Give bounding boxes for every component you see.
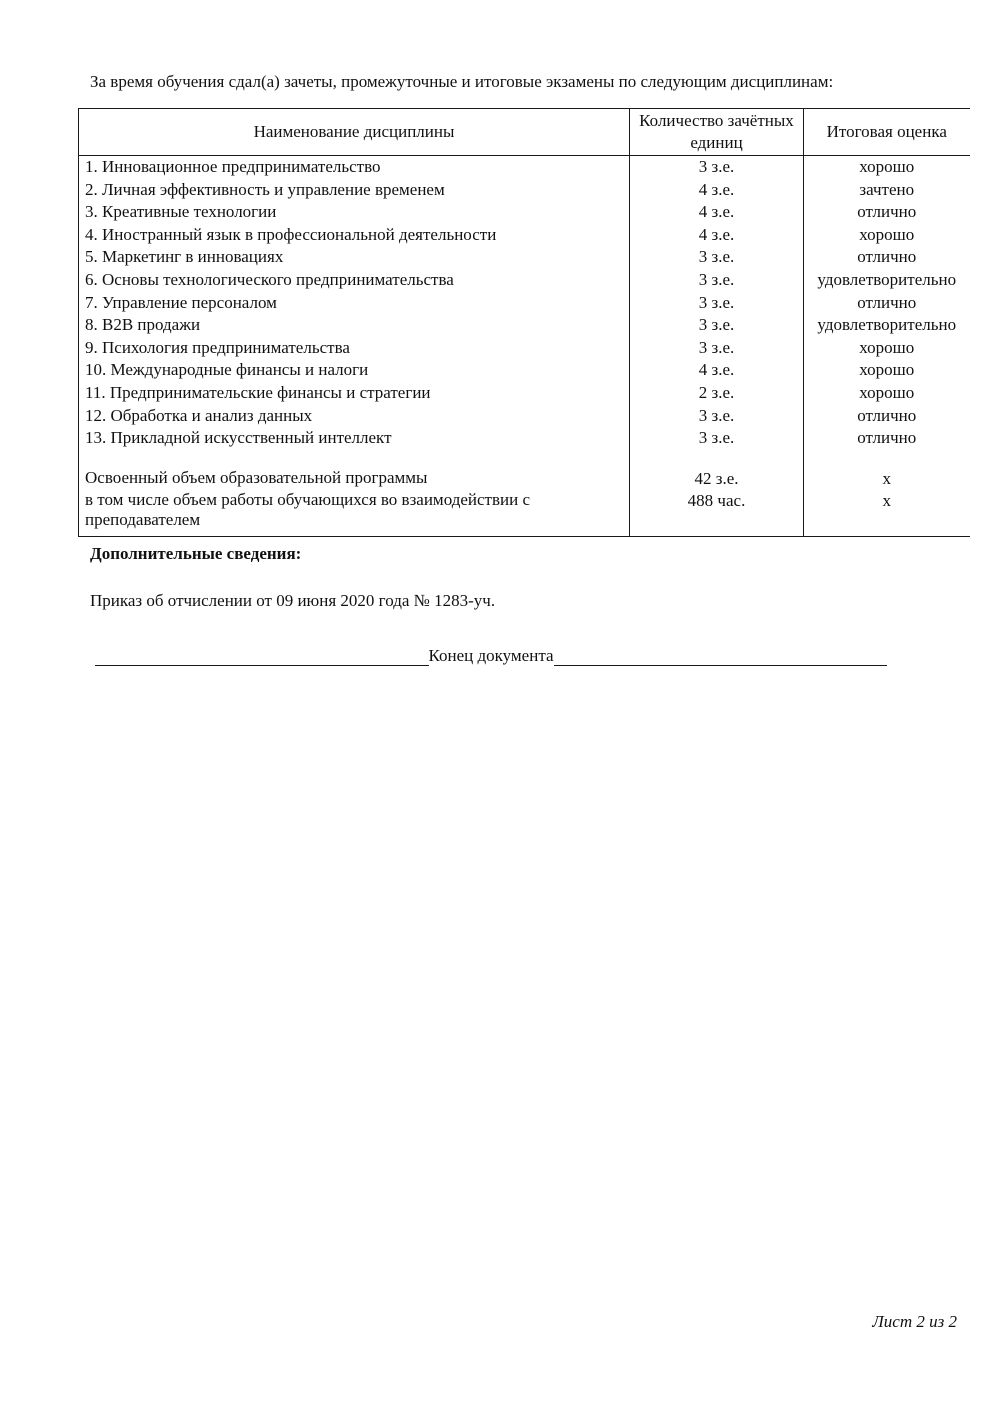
discipline-name: 3. Креативные технологии [79,201,630,224]
table-spacer-row [79,450,970,468]
discipline-name: 4. Иностранный язык в профессиональной деятельности [79,224,630,247]
header-discipline-name: Наименование дисциплины [79,109,630,156]
spacer-cell [630,450,804,468]
spacer-cell [79,450,630,468]
table-row [79,224,970,247]
summary-row-contact-hours [79,490,970,537]
table-row [79,201,970,224]
credit-units: 4 з.е. [630,224,804,247]
final-grade: отлично [857,292,917,312]
page-number: Лист 2 из 2 [872,1312,957,1331]
intro-text: За время обучения сдал(а) зачеты, промежуточные и итоговые экзамены по следующим дисциплинам: [90,72,834,91]
header-final-grade: Итоговая оценка [804,109,970,156]
table-header-row [79,109,970,156]
end-rule-right [554,645,888,666]
credit-units: 3 з.е. [630,337,804,360]
summary-label: в том числе объем работы обучающихся во взаимодействии с преподавателем [79,490,630,537]
credit-units: 3 з.е. [630,314,804,337]
final-grade: удовлетворительно [817,315,957,335]
grades-table [78,108,970,537]
expulsion-order-text: Приказ об отчислении от 09 июня 2020 года № 1283-уч. [90,591,496,610]
document-end-line [95,645,887,666]
final-grade: отлично [857,428,917,448]
credit-units: 4 з.е. [630,179,804,202]
table-row [79,359,970,382]
credit-units: 2 з.е. [630,382,804,405]
final-grade: хорошо [859,224,915,244]
credit-units: 3 з.е. [630,427,804,450]
table-row [79,246,970,269]
discipline-name: 2. Личная эффективность и управление временем [79,179,630,202]
final-grade: хорошо [859,337,915,357]
discipline-name: 13. Прикладной искусственный интеллект [79,427,630,450]
credit-units: 3 з.е. [630,156,804,179]
credit-units: 3 з.е. [630,269,804,292]
credit-units: 3 з.е. [630,405,804,428]
table-row [79,179,970,202]
table-row [79,337,970,360]
spacer-cell [804,450,970,468]
discipline-name: 10. Международные финансы и налоги [79,359,630,382]
discipline-name: 11. Предпринимательские финансы и стратегии [79,382,630,405]
discipline-name: 12. Обработка и анализ данных [79,405,630,428]
final-grade: отлично [857,247,917,267]
final-grade: хорошо [859,382,915,402]
table-row [79,292,970,315]
summary-units: 488 час. [630,490,804,537]
end-rule-left [95,645,429,666]
final-grade: хорошо [859,360,915,380]
credit-units: 4 з.е. [630,201,804,224]
discipline-name: 5. Маркетинг в инновациях [79,246,630,269]
additional-info-heading: Дополнительные сведения: [90,544,302,563]
table-row [79,156,970,179]
summary-grade: x [882,468,891,488]
credit-units: 3 з.е. [630,292,804,315]
discipline-name: 8. B2B продажи [79,314,630,337]
table-row [79,314,970,337]
summary-grade: x [804,490,970,537]
discipline-name: 9. Психология предпринимательства [79,337,630,360]
table-row [79,405,970,428]
header-credit-units: Количество зачётных единиц [630,109,804,156]
table-row [79,269,970,292]
final-grade: хорошо [859,157,915,176]
credit-units: 3 з.е. [630,246,804,269]
discipline-name: 6. Основы технологического предпринимательства [79,269,630,292]
final-grade: отлично [857,405,917,425]
document-end-text: Конец документа [428,646,554,665]
final-grade: отлично [857,202,917,222]
discipline-name: 1. Инновационное предпринимательство [79,156,630,179]
summary-row-total-volume [79,468,970,491]
credit-units: 4 з.е. [630,359,804,382]
table-row [79,427,970,450]
final-grade: удовлетворительно [817,269,957,289]
final-grade: зачтено [859,179,915,199]
summary-label: Освоенный объем образовательной программы [79,468,630,491]
summary-units: 42 з.е. [630,468,804,491]
discipline-name: 7. Управление персоналом [79,292,630,315]
table-row [79,382,970,405]
